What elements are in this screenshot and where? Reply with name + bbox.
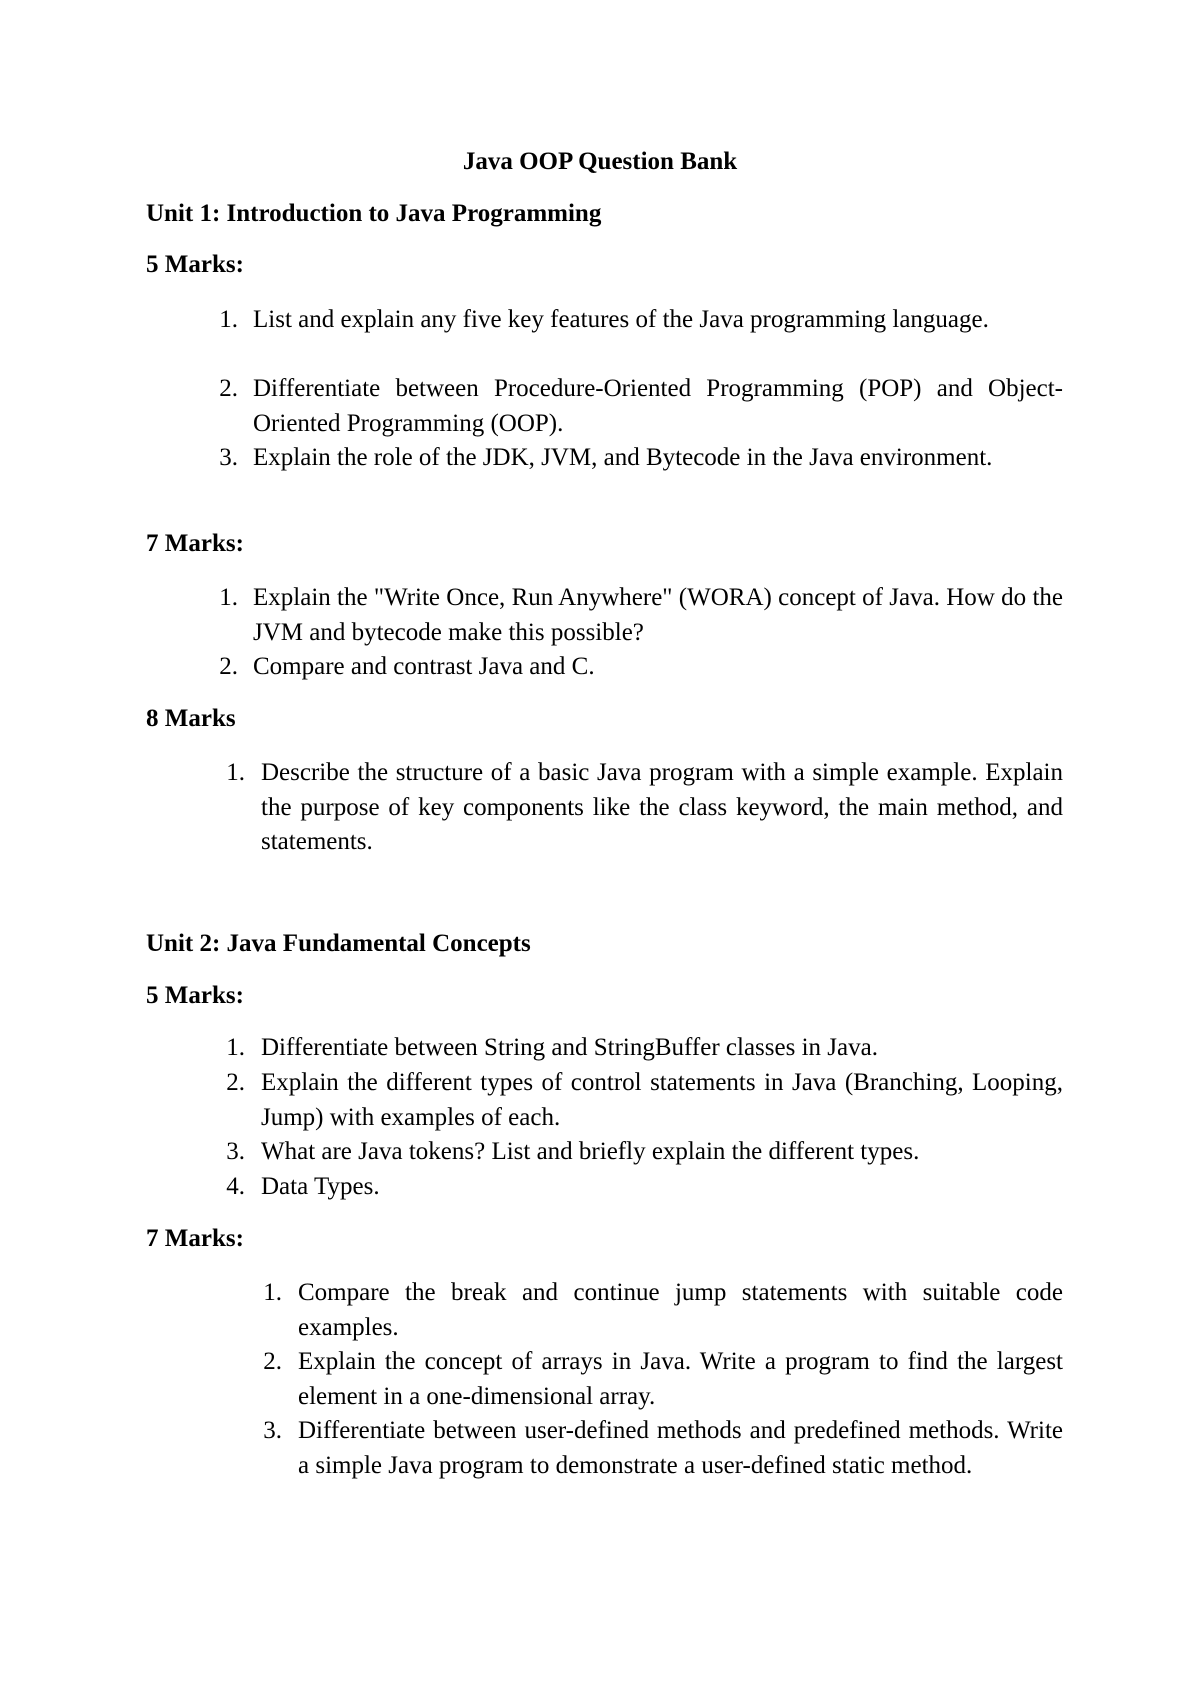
item-text: Explain the different types of control statements in Java (Branching, Looping, Jump) with examples of each. bbox=[261, 1069, 1063, 1131]
item-text: What are Java tokens? List and briefly explain the different types. bbox=[261, 1138, 920, 1165]
unit-heading: Unit 1: Introduction to Java Programming bbox=[146, 200, 602, 227]
item-text: List and explain any five key features of the Java programming language. bbox=[253, 306, 989, 333]
item-number: 3. bbox=[219, 444, 238, 471]
list-item bbox=[0, 1031, 1063, 1066]
section-heading: 5 Marks: bbox=[146, 251, 244, 278]
item-text: Explain the concept of arrays in Java. Write a program to find the largest element in a one-dimensional array. bbox=[298, 1348, 1063, 1410]
item-text: Differentiate between Procedure-Oriented Programming (POP) and Object-Oriented Programming (OOP). bbox=[253, 375, 1063, 437]
section-heading: 8 Marks bbox=[146, 705, 236, 732]
item-number: 2. bbox=[226, 1069, 245, 1096]
section-heading: 7 Marks: bbox=[146, 530, 244, 557]
unit-heading: Unit 2: Java Fundamental Concepts bbox=[146, 930, 531, 957]
list-item bbox=[0, 581, 1063, 650]
document-title: Java OOP Question Bank bbox=[462, 148, 738, 175]
item-text: Compare the break and continue jump statements with suitable code examples. bbox=[298, 1279, 1063, 1341]
list-item bbox=[0, 1276, 1063, 1345]
item-text: Explain the role of the JDK, JVM, and Bytecode in the Java environment. bbox=[253, 444, 993, 471]
item-number: 2. bbox=[219, 375, 238, 402]
item-number: 1. bbox=[219, 584, 238, 611]
item-text: Differentiate between user-defined methods and predefined methods. Write a simple Java program to demonstrate a user-defined static method. bbox=[298, 1417, 1063, 1479]
list-item bbox=[0, 1345, 1063, 1414]
list-item bbox=[0, 650, 1063, 685]
item-number: 1. bbox=[226, 759, 245, 786]
list-item bbox=[0, 1170, 1063, 1205]
list-item bbox=[0, 372, 1063, 441]
item-number: 1. bbox=[263, 1279, 282, 1306]
item-text: Explain the "Write Once, Run Anywhere" (WORA) concept of Java. How do the JVM and bytecode make this possible? bbox=[253, 584, 1063, 646]
section-heading: 7 Marks: bbox=[146, 1225, 244, 1252]
list-item bbox=[0, 1414, 1063, 1483]
item-number: 1. bbox=[219, 306, 238, 333]
item-text: Data Types. bbox=[261, 1173, 380, 1200]
item-number: 1. bbox=[226, 1034, 245, 1061]
item-number: 3. bbox=[263, 1417, 282, 1444]
item-text: Describe the structure of a basic Java program with a simple example. Explain the purpose of key components like the class keyword, the main method, and statements. bbox=[261, 759, 1063, 855]
item-number: 2. bbox=[219, 653, 238, 680]
item-text: Differentiate between String and StringBuffer classes in Java. bbox=[261, 1034, 878, 1061]
list-item bbox=[0, 303, 1063, 338]
item-text: Compare and contrast Java and C. bbox=[253, 653, 595, 680]
item-number: 4. bbox=[226, 1173, 245, 1200]
list-item bbox=[0, 441, 1063, 476]
section-heading: 5 Marks: bbox=[146, 982, 244, 1009]
list-item bbox=[0, 756, 1063, 860]
item-number: 2. bbox=[263, 1348, 282, 1375]
item-number: 3. bbox=[226, 1138, 245, 1165]
list-item bbox=[0, 1066, 1063, 1135]
list-item bbox=[0, 1135, 1063, 1170]
